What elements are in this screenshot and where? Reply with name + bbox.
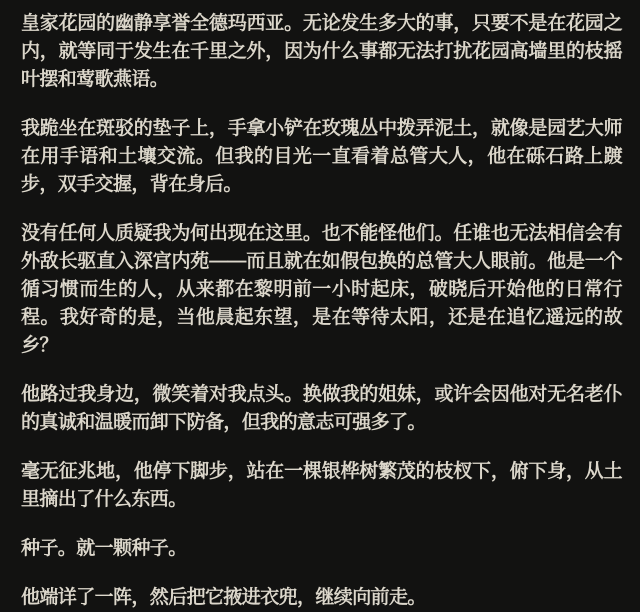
story-paragraph-2: 我跪坐在斑驳的垫子上，手拿小铲在玫瑰丛中拨弄泥土，就像是园艺大师在用手语和土壤交流。但我的目光一直看着总管大人，他在砾石路上踱步，双手交握，背在身后。 — [21, 118, 622, 195]
story-paragraph-5: 毫无征兆地，他停下脚步，站在一棵银桦树繁茂的枝杈下，俯下身，从土里摘出了什么东西。 — [21, 461, 622, 510]
story-paragraph-3: 没有任何人质疑我为何出现在这里。也不能怪他们。任谁也无法相信会有外敌长驱直入深宫内苑——而且就在如假包换的总管大人眼前。他是一个循习惯而生的人，从来都在黎明前一小时起床，破晓后开始他的日常行程。我好奇的是，当他晨起东望，是在等待太阳，还是在追忆遥远的故乡？ — [21, 223, 622, 356]
story-paragraph-6: 种子。就一颗种子。 — [21, 538, 187, 559]
story-paragraph-1: 皇家花园的幽静享誉全德玛西亚。无论发生多大的事，只要不是在花园之内，就等同于发生在千里之外，因为什么事都无法打扰花园高墙里的枝摇叶摆和莺歌燕语。 — [21, 13, 622, 90]
story-paragraph-4: 他路过我身边，微笑着对我点头。换做我的姐妹，或许会因他对无名老仆的真诚和温暖而卸下防备，但我的意志可强多了。 — [21, 384, 622, 433]
story-paragraph-7: 他端详了一阵，然后把它掖进衣兜，继续向前走。 — [21, 587, 426, 608]
